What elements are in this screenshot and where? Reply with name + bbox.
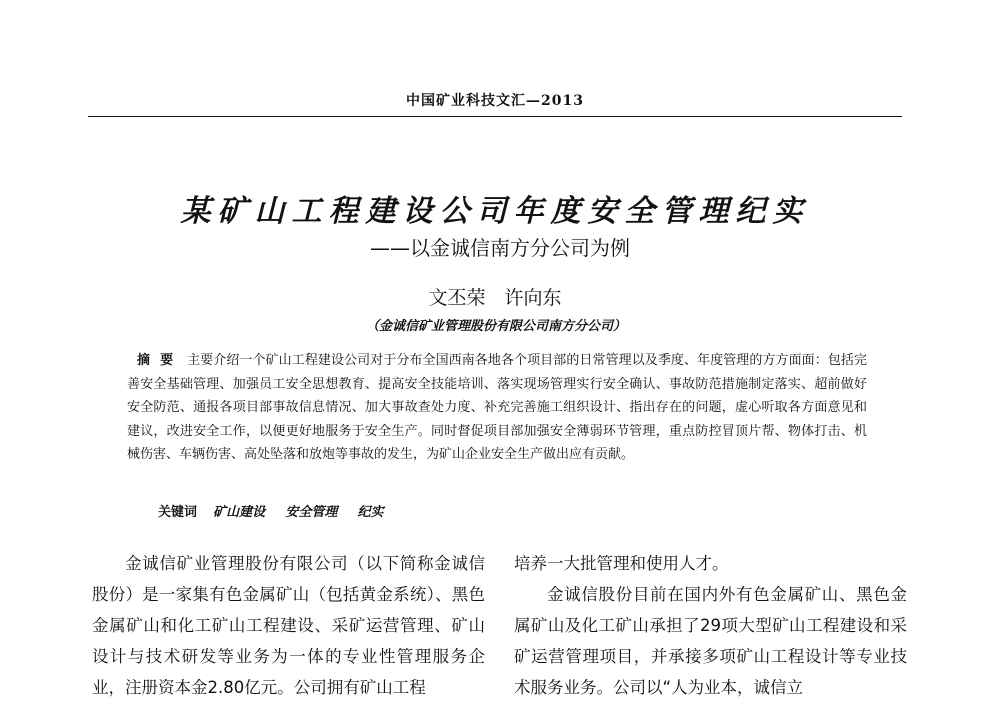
abstract-label: 摘要 [137,353,184,368]
body-paragraph-continuation: 培养一大批管理和使用人才。 [514,554,729,573]
body-paragraph: 金诚信股份目前在国内外有色金属矿山、黑色金属矿山及化工矿山承担了29项大型矿山工程建设和采矿运营管理项目，并承接多项矿山工程设计等专业技术服务业务。公司以“人为业本，诚信立 [514,585,907,697]
keyword: 安全管理 [285,505,338,520]
affiliation: （金诚信矿业管理股份有限公司南方分公司） [365,319,626,334]
keyword: 矿山建设 [213,505,266,520]
keywords [158,501,399,520]
abstract-text: 主要介绍一个矿山工程建设公司对于分布全国西南各地各个项目部的日常管理以及季度、年度管理的方方面面：包括完善安全基础管理、加强员工安全思想教育、提高安全技能培训、落实现场管理实行安全确认、事故防范措施制定落实、超前做好安全防范、通报各项目部事故信息情况、加大事故查处力度、补充完善施工组织设计、指出存在的问题，虚心听取各方面意见和建议，改进安全工作，以便更好地服务于安全生产。同时督促项目部加强安全薄弱环节管理，重点防控冒顶片帮、物体打击、机械伤害、车辆伤害、高处坠落和放炮等事故的发生，为矿山企业安全生产做出应有贡献。 [127,353,867,462]
body-right-column [514,548,907,703]
running-header: 中国矿业科技文汇—2013 [406,93,584,109]
header-rule [88,116,902,117]
body-paragraph: 金诚信矿业管理股份有限公司（以下简称金诚信股份）是一家集有色金属矿山（包括黄金系统）、黑色金属矿山和化工矿山工程建设、采矿运营管理、矿山设计与技术研发等业务为一体的专业性管理服务企业，注册资本金2.80亿元。公司拥有矿山工程 [92,554,485,697]
keyword: 纪实 [357,505,384,520]
paper-subtitle: ——以金诚信南方分公司为例 [370,236,630,260]
abstract [127,349,867,467]
authors: 文丕荣 许向东 [428,287,562,309]
keywords-label: 关键词 [158,505,198,520]
body-left-column [92,548,485,703]
paper-title: 某矿山工程建设公司年度安全管理纪实 [180,194,810,229]
